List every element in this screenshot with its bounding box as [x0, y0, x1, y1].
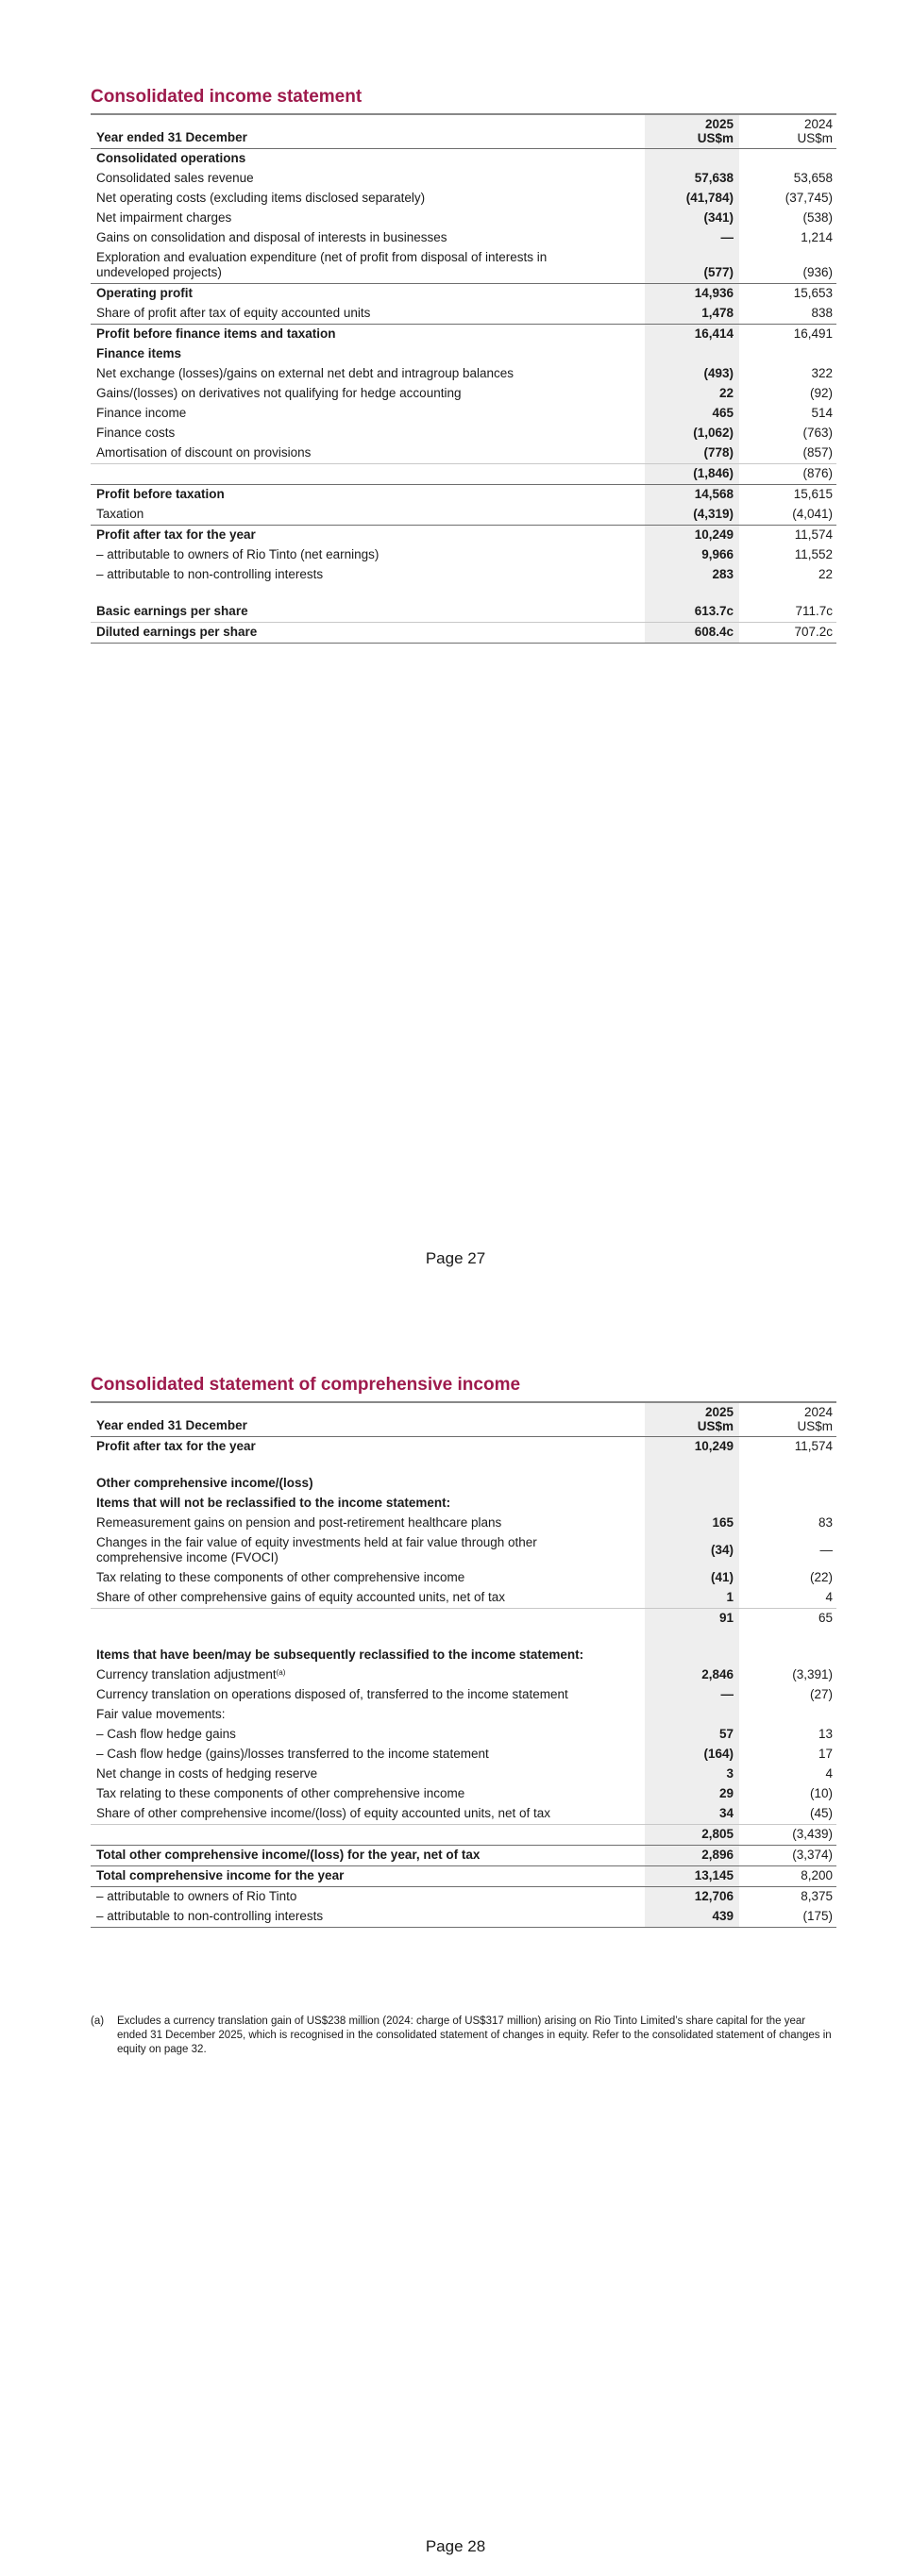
table-row: Share of profit after tax of equity accounted units 1,478 838: [96, 306, 833, 320]
table-row: Net exchange (losses)/gains on external net debt and intragroup balances (493) 322: [96, 366, 833, 380]
table-row: Currency translation on operations disposed of, transferred to the income statement — (27): [96, 1687, 833, 1701]
table-row: Basic earnings per share 613.7c 711.7c: [96, 604, 833, 618]
table-row: Profit before finance items and taxation 16,414 16,491: [91, 324, 836, 344]
header-2025: 2025 US$m: [697, 117, 734, 145]
table-row: Amortisation of discount on provisions (778) (857): [96, 445, 833, 460]
footnote-marker: (a): [276, 1668, 286, 1677]
table-end-rule: [91, 643, 836, 644]
page-28: [0, 1288, 911, 2576]
spacer: [91, 1457, 836, 1474]
header-2024: 2024 US$m: [797, 1405, 833, 1433]
table-row: Net operating costs (excluding items disclosed separately) (41,784) (37,745): [96, 191, 833, 205]
footnote: [91, 2015, 836, 2057]
income-statement-table: [91, 113, 836, 644]
table-row: Exploration and evaluation expenditure (net of profit from disposal of interests in undeveloped projects) (577) (936): [96, 250, 833, 279]
table-row: Finance items: [96, 346, 182, 360]
table-row: Other comprehensive income/(loss): [96, 1476, 313, 1490]
table-row: – attributable to owners of Rio Tinto (net earnings) 9,966 11,552: [96, 547, 833, 561]
spacer: [91, 585, 836, 602]
table-row: Profit after tax for the year 10,249 11,574: [91, 525, 836, 545]
table-row: Items that have been/may be subsequently reclassified to the income statement:: [96, 1648, 584, 1662]
comprehensive-income-title: Consolidated statement of comprehensive income: [91, 1375, 521, 1395]
subtotal-row: 2,805 (3,439): [91, 1824, 836, 1845]
table-row: Remeasurement gains on pension and post-retirement healthcare plans 165 83: [96, 1515, 833, 1530]
table-row: Profit after tax for the year 10,249 11,574: [96, 1439, 833, 1453]
table-header: [91, 113, 836, 149]
table-row: Diluted earnings per share 608.4c 707.2c: [91, 622, 836, 643]
table-row: Net change in costs of hedging reserve 3 4: [96, 1766, 833, 1781]
table-row: Net impairment charges (341) (538): [96, 210, 833, 225]
page-number: Page 28: [425, 2537, 486, 2555]
table-row: Consolidated operations: [96, 151, 246, 165]
table-row: – Cash flow hedge (gains)/losses transferred to the income statement (164) 17: [96, 1747, 833, 1761]
table-row: Tax relating to these components of other comprehensive income (41) (22): [96, 1570, 833, 1584]
table-row: Total comprehensive income for the year 13,145 8,200: [91, 1865, 836, 1886]
table-row: Finance costs (1,062) (763): [96, 426, 833, 440]
footnote-marker: (a): [91, 2016, 105, 2027]
table-row: – attributable to non-controlling interests 439 (175): [96, 1909, 833, 1923]
header-2024: 2024 US$m: [797, 117, 833, 145]
footnote-text: Excludes a currency translation gain of US$238 million (2024: charge of US$317 million) arising on Rio Tinto Limited’s share capital for the year ended 31 December 2025, which is recognised in the consolidated statement of changes in equity. Refer to the consolidated statement of changes in equity on page 32.: [117, 2016, 832, 2055]
table-row: Items that will not be reclassified to the income statement:: [96, 1496, 451, 1510]
table-row: Fair value movements:: [96, 1707, 226, 1721]
table-row: Consolidated sales revenue 57,638 53,658: [96, 171, 833, 185]
table-row: Operating profit 14,936 15,653: [91, 283, 836, 304]
table-row: Gains/(losses) on derivatives not qualifying for hedge accounting 22 (92): [96, 386, 833, 400]
subtotal-row: 91 65: [91, 1608, 836, 1629]
comprehensive-income-table: [91, 1401, 836, 1928]
subtotal-row: (1,846) (876): [91, 463, 836, 484]
table-row: Share of other comprehensive income/(loss) of equity accounted units, net of tax 34 (45): [96, 1806, 833, 1820]
header-2025: 2025 US$m: [697, 1405, 734, 1433]
header-label: Year ended 31 December: [96, 130, 247, 144]
table-row: Finance income 465 514: [96, 406, 833, 420]
table-row: Gains on consolidation and disposal of interests in businesses — 1,214: [96, 230, 833, 244]
table-row: – attributable to non-controlling interests 283 22: [96, 567, 833, 581]
income-statement-title: Consolidated income statement: [91, 87, 363, 107]
table-row: Taxation (4,319) (4,041): [96, 507, 833, 521]
table-row: – Cash flow hedge gains 57 13: [96, 1727, 833, 1741]
table-row: – attributable to owners of Rio Tinto 12,706 8,375: [91, 1886, 836, 1907]
table-row: Profit before taxation 14,568 15,615: [91, 484, 836, 505]
table-row: Tax relating to these components of other comprehensive income 29 (10): [96, 1786, 833, 1800]
table-row: Total other comprehensive income/(loss) for the year, net of tax 2,896 (3,374): [91, 1845, 836, 1865]
page-number: Page 27: [425, 1249, 486, 1267]
header-label: Year ended 31 December: [96, 1418, 247, 1432]
table-row: Currency translation adjustment$^{(a)}$ 2,846 (3,391): [96, 1667, 833, 1681]
table-row: Share of other comprehensive gains of equity accounted units, net of tax 1 4: [96, 1590, 833, 1604]
table-end-rule: [91, 1927, 836, 1928]
table-header: [91, 1401, 836, 1437]
table-row: Changes in the fair value of equity investments held at fair value through other comprehensive income (FVOCI) (34) —: [96, 1535, 833, 1564]
spacer: [91, 1629, 836, 1646]
